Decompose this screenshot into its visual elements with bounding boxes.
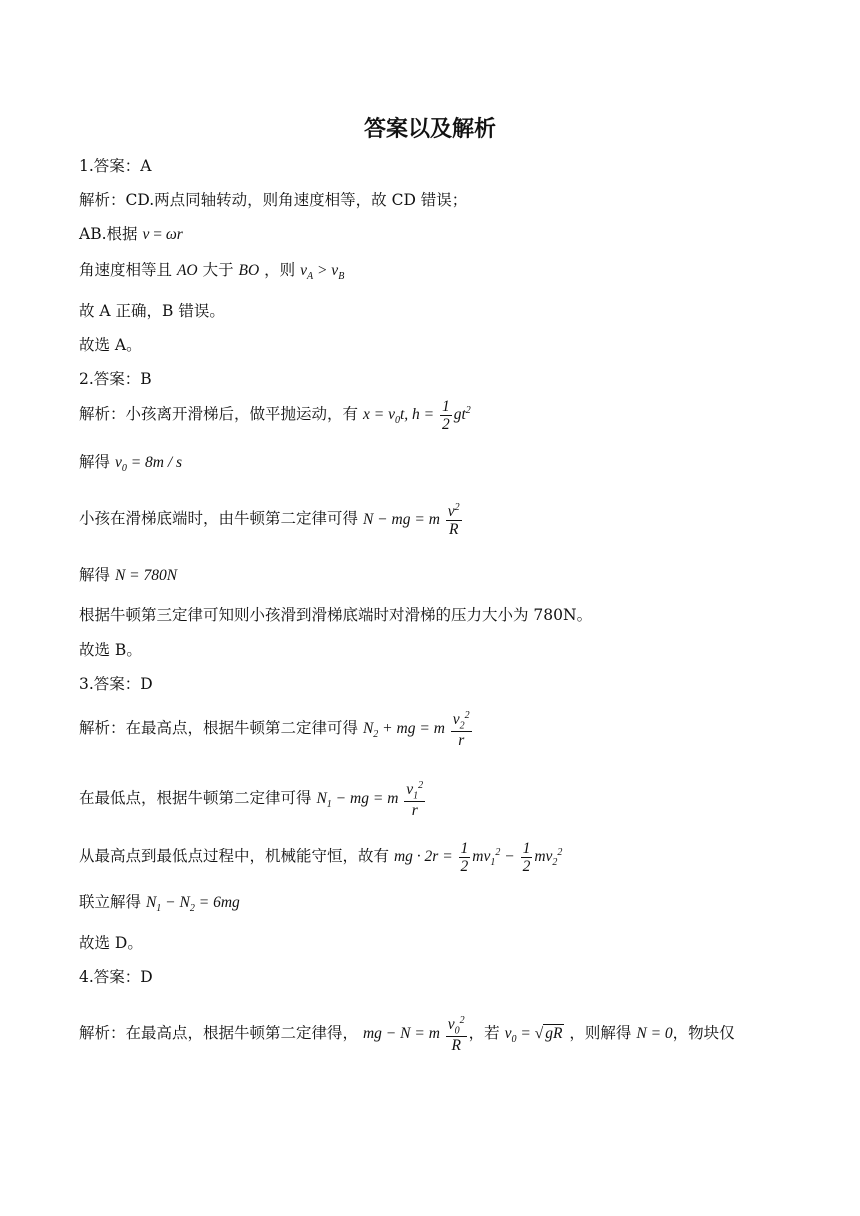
q1-formula-line: AB.根据 v = ωr xyxy=(79,225,183,243)
q4-text: ，则解得 xyxy=(569,1024,632,1043)
math-N: N = 780N xyxy=(114,567,178,584)
q1-analysis: 解析：CD.两点同轴转动，则角速度相等，故 CD 错误； xyxy=(79,191,468,209)
math-v0: $v_0 = 8m / s$ xyxy=(114,454,183,475)
q1-text: AB.根据 xyxy=(79,225,138,243)
math-BO: BO xyxy=(238,262,260,279)
q2-text: 解析：小孩离开滑梯后，做平抛运动，有 xyxy=(79,405,359,424)
q2-choice: 故选 B。 xyxy=(79,641,142,659)
q4-analysis-line xyxy=(79,1015,735,1054)
q2-text: 解得 xyxy=(79,453,111,471)
math-top-q4: mg − N = m $\frac{v_0^2}{R}$ xyxy=(362,1015,465,1055)
math-v0-sqrt: $v_0$ = √ gR xyxy=(504,1025,563,1046)
math-top: $N_2$ + mg = m $\frac{v_2^2}{r}$ xyxy=(362,710,470,750)
q1-text: 大于 xyxy=(202,261,234,279)
q1-conclusion: 故 A 正确，B 错误。 xyxy=(79,302,225,320)
q1-text: 角速度相等且 xyxy=(79,261,173,279)
q2-solve-N xyxy=(79,568,177,584)
q2-answer: 2.答案：B xyxy=(79,370,152,388)
q3-result-line xyxy=(79,895,240,914)
math-newton-2: N − mg = m $\frac{v^2}{R}$ xyxy=(362,502,460,539)
q4-text: ，若 xyxy=(468,1024,500,1043)
q3-energy-line xyxy=(79,840,562,875)
q3-text: 在最低点，根据牛顿第二定律可得 xyxy=(79,789,312,808)
q1-choice: 故选 A。 xyxy=(79,336,142,354)
math-energy: mg · 2r = $\frac{1}{2}$ $mv_1^2$ − $\frac{1}{2}$ $mv_2^2$ xyxy=(393,840,563,876)
q3-text: 从最高点到最低点过程中，机械能守恒，故有 xyxy=(79,847,390,866)
q2-solve-v0 xyxy=(79,455,182,474)
q3-text: 联立解得 xyxy=(79,893,142,911)
q3-top-line xyxy=(79,710,474,749)
q2-text: 解得 xyxy=(79,566,111,584)
math-projectile: $x = v_0t$, h = $\frac{1}{2}$ $gt^2$ xyxy=(362,398,471,434)
q2-conclusion: 根据牛顿第三定律可知则小孩滑到滑梯底端时对滑梯的压力大小为 780N。 xyxy=(79,606,593,624)
page-title: 答案以及解析 xyxy=(363,117,496,142)
math-N-zero: N = 0 xyxy=(636,1025,673,1043)
q3-bottom-line xyxy=(79,780,427,819)
q4-answer: 4.答案：D xyxy=(79,968,153,986)
math-result: $N_1 - N_2 = 6mg$ xyxy=(145,894,240,915)
q1-formula-v-omega-r: v xyxy=(142,226,150,243)
q4-text: ，物块仅 xyxy=(672,1024,735,1043)
math-bottom: $N_1$ − mg = m $\frac{v_1^2}{r}$ xyxy=(316,780,424,820)
q1-compare-line xyxy=(79,263,344,282)
q2-newton-line xyxy=(79,502,464,538)
q2-text: 小孩在滑梯底端时，由牛顿第二定律可得 xyxy=(79,509,359,528)
q2-analysis-line xyxy=(79,398,471,433)
q3-text: 解析：在最高点，根据牛顿第二定律可得 xyxy=(79,719,359,738)
q1-answer: 1.答案：A xyxy=(79,157,152,175)
math-vA-gt-vB: $v_A > v_B$ xyxy=(300,262,345,283)
q1-text: ，则 xyxy=(264,261,296,279)
q3-answer: 3.答案：D xyxy=(79,675,153,693)
math-AO: AO xyxy=(176,262,198,279)
q4-text: 解析：在最高点，根据牛顿第二定律得， xyxy=(79,1024,359,1043)
q3-choice: 故选 D。 xyxy=(79,934,143,952)
